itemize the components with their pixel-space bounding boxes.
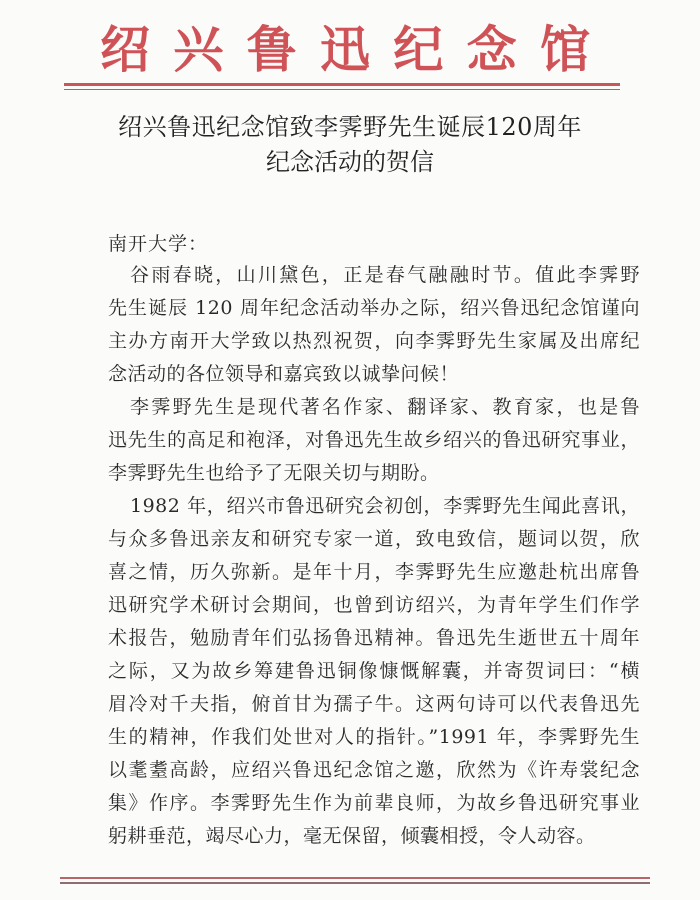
body-line: 眉冷对千夫指，俯首甘为孺子牛。这两句诗可以代表鲁迅先 [108, 693, 640, 715]
body-line: 术报告，勉励青年们弘扬鲁迅精神。鲁迅先生逝世五十周年 [108, 627, 640, 649]
letterhead-char: 兴 [173, 20, 224, 79]
letterhead-divider-thin [64, 89, 620, 90]
letterhead-char: 纪 [393, 20, 444, 79]
letterhead-org-name [100, 22, 590, 78]
body-line: 主办方南开大学致以热烈祝贺，向李霁野先生家属及出席纪 [108, 330, 640, 352]
body-line: 以耄耋高龄，应绍兴鲁迅纪念馆之邀，欣然为《许寿裳纪念 [108, 759, 640, 781]
footer-divider-bottom [60, 882, 650, 884]
body-line: 李霁野先生也给予了无限关切与期盼。 [108, 462, 440, 484]
letterhead-char: 念 [466, 20, 517, 79]
footer-divider-top [60, 877, 650, 879]
body-line: 集》作序。李霁野先生作为前辈良师，为故乡鲁迅研究事业 [108, 792, 640, 814]
body-line: 喜之情，历久弥新。是年十月，李霁野先生应邀赴杭出席鲁 [108, 561, 640, 583]
body-line: 与众多鲁迅亲友和研究专家一道，致电致信，题词以贺，欣 [108, 528, 640, 550]
letterhead-char: 鲁 [246, 20, 297, 79]
body-line: 1982 年，绍兴市鲁迅研究会初创，李霁野先生闻此喜讯， [130, 495, 640, 517]
letterhead-char: 迅 [319, 20, 370, 79]
letter-title-line-1: 绍兴鲁迅纪念馆致李霁野先生诞辰120周年 [118, 113, 582, 141]
body-line: 迅研究学术研讨会期间，也曾到访绍兴，为青年学生们作学 [108, 594, 640, 616]
body-line: 迅先生的高足和袍泽，对鲁迅先生故乡绍兴的鲁迅研究事业， [108, 429, 640, 451]
body-line: 先生诞辰 120 周年纪念活动举办之际，绍兴鲁迅纪念馆谨向 [108, 297, 640, 319]
body-line: 念活动的各位领导和嘉宾致以诚挚问候！ [108, 363, 460, 385]
letterhead-char: 馆 [539, 20, 590, 79]
letter-title-line-2: 纪念活动的贺信 [266, 148, 434, 176]
body-line: 谷雨春晓，山川黛色，正是春气融融时节。值此李霁野 [130, 264, 640, 286]
body-line: 李霁野先生是现代著名作家、翻译家、教育家，也是鲁 [130, 396, 640, 418]
body-line: 之际，又为故乡筹建鲁迅铜像慷慨解囊，并寄贺词曰：“横 [108, 660, 640, 682]
body-line: 躬耕垂范，竭尽心力，毫无保留，倾囊相授，令人动容。 [108, 825, 596, 847]
letterhead-divider-thick [64, 83, 620, 86]
letterhead-char: 绍 [100, 20, 150, 79]
salutation: 南开大学： [108, 233, 209, 255]
body-line: 生的精神，作我们处世对人的指针。”1991 年，李霁野先生 [108, 726, 640, 748]
